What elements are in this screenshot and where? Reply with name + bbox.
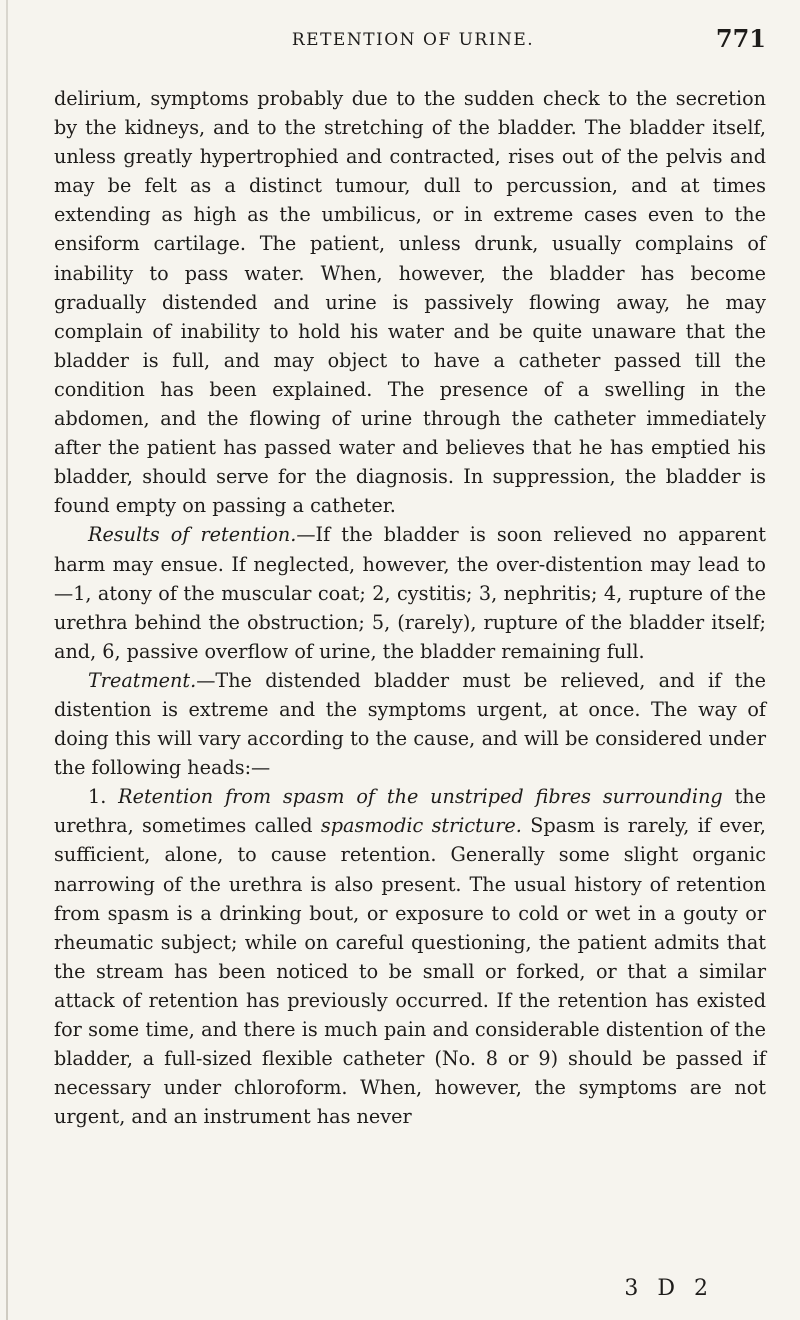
results-text: —If the bladder is soon relieved no apparent harm may ensue. If neglected, however, the over-distention may lead to—1, atony of the muscular coat; 2, cystitis; 3, nephritis; 4, rupture of the urethra behind the obstruction; 5, (rarely), rupture of the bladder itself; and, 6, passive overflow of urine, the bladder remaining full. [54, 523, 767, 663]
results-heading: Results of retention. [88, 523, 297, 547]
treatment-heading: Treatment. [88, 668, 197, 692]
body-text [54, 84, 766, 1131]
paragraph-spasm [54, 782, 766, 1131]
paragraph-results [54, 520, 766, 665]
running-title: RETENTION OF URINE. [291, 30, 535, 50]
paragraph-treatment [54, 666, 766, 782]
spasm-text-a: the urethra, sometimes called [54, 785, 767, 838]
spasm-text-b: Spasm is rarely, if ever, sufficient, alone, to cause retention. Generally some slight organic narrowing of the urethra is also present. The usual history of retention from spasm is a drinking bout, or exposure to cold or wet in a gouty or rheumatic subject; while on careful questioning, the patient admits that the stream has been noticed to be small or forked, or that a similar attack of retention has previously occurred. If the retention has existed for some time, and there is much pain and considerable distention of the bladder, a full-sized flexible catheter (No. 8 or 9) should be passed if necessary under chloroform. When, however, the symptoms are not urgent, and an instrument has never [54, 814, 767, 1129]
spasm-number: 1. [88, 785, 119, 809]
spasm-term: spasmodic stricture. [320, 814, 522, 838]
page-number: 771 [715, 24, 766, 53]
treatment-text: —The distended bladder must be relieved, and if the distention is extreme and the symptoms urgent, at once. The way of doing this will vary according to the cause, and will be considered under the following heads:— [54, 668, 766, 780]
signature-mark: 3 D 2 [624, 1276, 714, 1301]
running-head [60, 22, 766, 62]
spasm-heading: Retention from spasm of the unstriped fibres surrounding [118, 785, 723, 809]
page-edge [6, 0, 8, 1320]
paragraph-symptoms: delirium, symptoms probably due to the sudden check to the secretion by the kidneys, and to the stretching of the bladder. The bladder itself, unless greatly hypertrophied and contracted, rises out of the pelvis and may be felt as a distinct tumour, dull to percussion, and at times extending as high as the umbilicus, or in extreme cases even to the ensiform cartilage. The patient, unless drunk, usually complains of inability to pass water. When, however, the bladder has become gradually distended and urine is passively flowing away, he may complain of inability to hold his water and be quite unaware that the bladder is full, and may object to have a catheter passed till the condition has been explained. The presence of a swelling in the abdomen, and the flowing of urine through the catheter immediately after the patient has passed water and believes that he has emptied his bladder, should serve for the diagnosis. In suppression, the bladder is found empty on passing a catheter. [54, 87, 766, 518]
